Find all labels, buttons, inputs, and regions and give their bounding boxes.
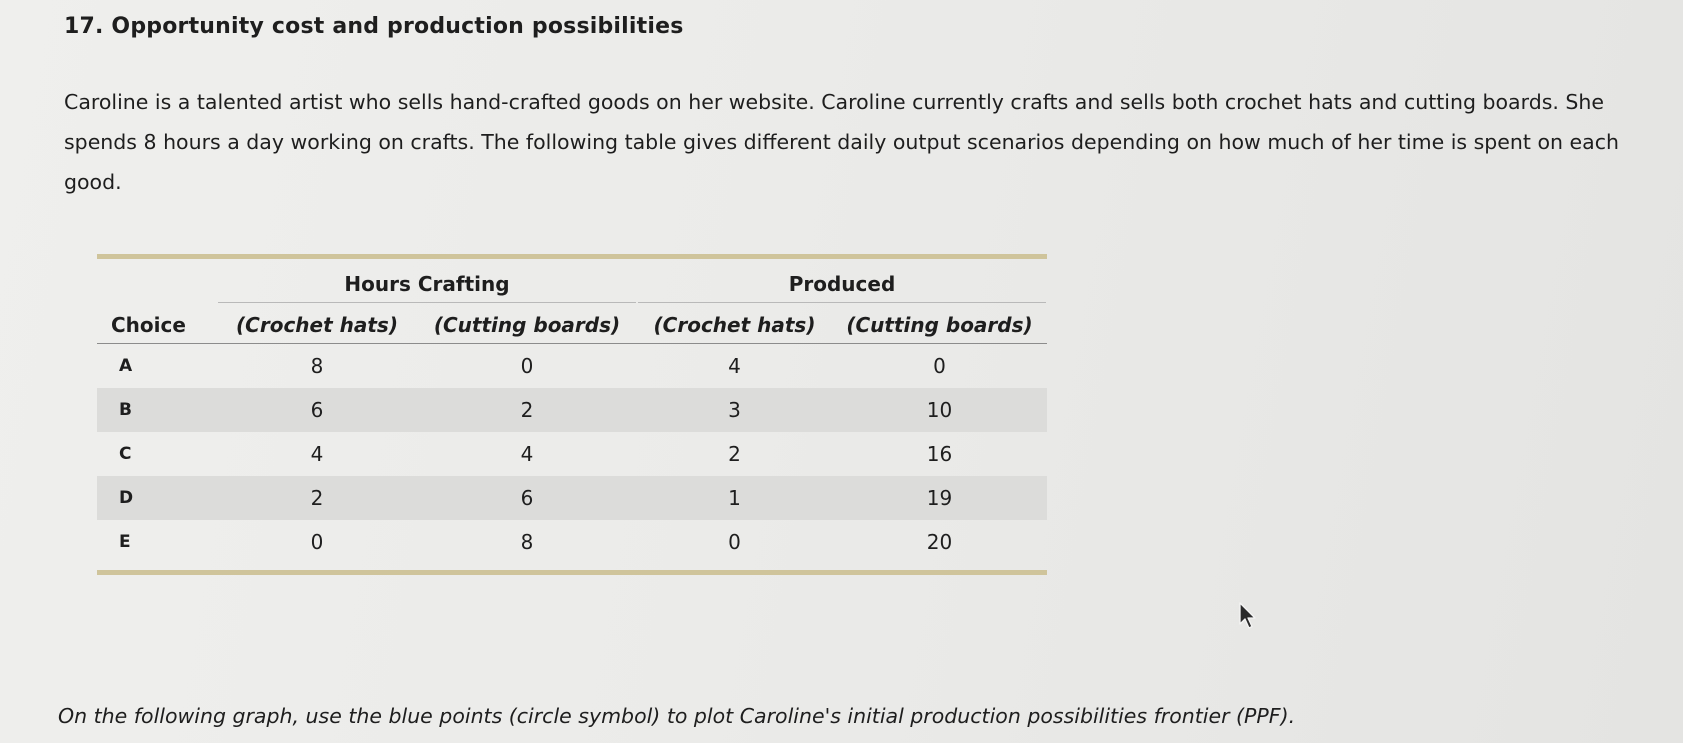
hours-boards-cell: 6 (417, 476, 637, 520)
hours-boards-cell: 8 (520, 530, 534, 554)
choice-cell: E (119, 532, 131, 552)
produced-hats-cell: 4 (728, 354, 741, 378)
column-header-hours-hats: (Crochet hats) (217, 307, 417, 344)
hours-crafting-header (217, 264, 637, 307)
column-header-hours-boards: (Cutting boards) (417, 307, 637, 344)
intro-line: spends 8 hours a day working on crafts. The following table gives different daily output scenarios depending on how much of her time is spent on each (64, 130, 1619, 154)
table-row (97, 520, 1047, 564)
group-header-label: Produced (638, 272, 1046, 303)
question-title: 17. Opportunity cost and production possibilities (64, 14, 684, 39)
hours-hats-cell: 8 (310, 354, 324, 378)
produced-boards-cell: 10 (832, 388, 1047, 432)
produced-hats-cell: 3 (637, 388, 832, 432)
hours-hats-cell: 0 (310, 530, 324, 554)
table-row (97, 432, 1047, 476)
table-top-rule (97, 254, 1047, 259)
table-bottom-rule (97, 570, 1047, 575)
choice-cell: D (97, 476, 217, 520)
table-row (97, 388, 1047, 432)
question-intro (64, 82, 1619, 202)
output-scenarios-table (97, 264, 1047, 564)
choice-cell: A (119, 356, 133, 376)
hours-hats-cell: 2 (217, 476, 417, 520)
hours-boards-cell: 2 (417, 388, 637, 432)
produced-header (637, 264, 1047, 307)
choice-cell: C (119, 444, 132, 464)
group-header-label: Hours Crafting (218, 272, 636, 303)
hours-hats-cell: 6 (217, 388, 417, 432)
produced-hats-cell: 0 (728, 530, 741, 554)
column-header-produced-hats: (Crochet hats) (637, 307, 832, 344)
hours-hats-cell: 4 (310, 442, 324, 466)
column-header-produced-boards: (Cutting boards) (832, 307, 1047, 344)
produced-boards-cell: 20 (926, 530, 953, 554)
intro-line: Caroline is a talented artist who sells hand-crafted goods on her website. Caroline currently crafts and sells both crochet hats and cutting boards. She (64, 90, 1605, 114)
produced-hats-cell: 1 (637, 476, 832, 520)
mouse-pointer-icon (1238, 602, 1258, 634)
produced-boards-cell: 0 (933, 354, 946, 378)
choice-cell: B (97, 388, 217, 432)
hours-boards-cell: 4 (520, 442, 534, 466)
column-header-choice: Choice (97, 307, 217, 344)
produced-hats-cell: 2 (728, 442, 741, 466)
graph-instruction: On the following graph, use the blue points (circle symbol) to plot Caroline's initial production possibilities frontier (PPF). (58, 704, 1296, 728)
hours-boards-cell: 0 (520, 354, 534, 378)
table-row (97, 476, 1047, 520)
produced-boards-cell: 19 (832, 476, 1047, 520)
intro-line: good. (64, 170, 122, 194)
produced-boards-cell: 16 (926, 442, 953, 466)
table-row (97, 344, 1047, 389)
empty-header-cell (97, 264, 217, 307)
